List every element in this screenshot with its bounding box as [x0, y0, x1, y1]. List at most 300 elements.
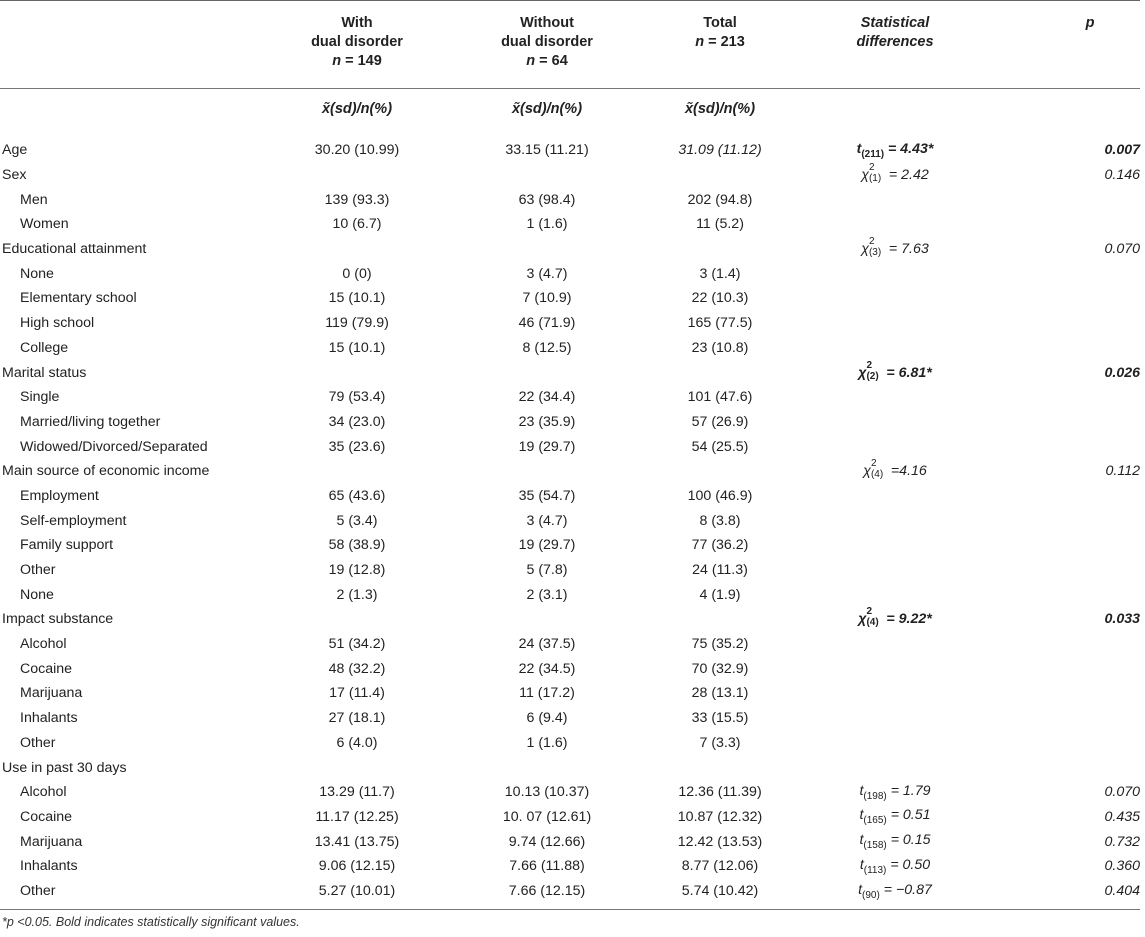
cell-p-value — [970, 286, 1140, 311]
stat-symbol: t — [858, 881, 863, 898]
spacer — [432, 582, 472, 607]
subheader-text: x̃(sd)/n(%) — [684, 101, 756, 117]
spacer — [622, 459, 645, 484]
cell-without-dual-disorder: 5 (7.8) — [526, 562, 568, 579]
table-row — [0, 755, 1140, 780]
spacer — [622, 434, 645, 459]
cell-total — [645, 607, 795, 632]
row-label: Main source of economic income — [2, 463, 210, 480]
row-label: None — [20, 265, 54, 282]
table-row — [0, 261, 1140, 286]
cell-total: 5.74 (10.42) — [681, 882, 759, 899]
cell-with-dual-disorder: 15 (10.1) — [328, 339, 386, 356]
cell-p-value: 0.070 — [1104, 241, 1140, 258]
header-n-line: n = 64 — [526, 53, 568, 69]
cell-p-value: 0.112 — [1105, 463, 1140, 480]
table-row — [0, 484, 1140, 509]
row-label: Inhalants — [20, 710, 78, 727]
spacer — [622, 261, 645, 286]
header-line: p — [1085, 15, 1095, 31]
cell-p-value — [970, 755, 1140, 780]
cell-p-value — [970, 187, 1140, 212]
cell-with-dual-disorder: 30.20 (10.99) — [314, 142, 400, 159]
header-line: Without — [520, 15, 574, 31]
cell-with-dual-disorder: 19 (12.8) — [328, 562, 386, 579]
cell-without-dual-disorder: 19 (29.7) — [518, 537, 576, 554]
cell-with-dual-disorder: 79 (53.4) — [328, 389, 386, 406]
cell-total: 8.77 (12.06) — [681, 858, 759, 875]
cell-with-dual-disorder: 11.17 (12.25) — [315, 808, 399, 825]
table-row — [0, 558, 1140, 583]
cell-total: 28 (13.1) — [691, 685, 749, 702]
cell-statistic — [820, 681, 970, 706]
cell-with-dual-disorder: 13.29 (11.7) — [319, 784, 395, 801]
cell-statistic — [820, 706, 970, 731]
cell-total: 8 (3.8) — [699, 512, 741, 529]
header-n-value: 149 — [357, 53, 382, 69]
spacer — [432, 237, 472, 262]
cell-statistic — [820, 459, 970, 484]
cell-with-dual-disorder: 48 (32.2) — [328, 660, 386, 677]
cell-with-dual-disorder: 65 (43.6) — [328, 487, 386, 504]
header-line: dual disorder — [501, 34, 593, 50]
stat-value: = 6.81* — [882, 364, 932, 381]
spacer — [432, 533, 472, 558]
cell-with-dual-disorder — [282, 360, 432, 385]
cell-statistic — [820, 385, 970, 410]
spacer — [622, 311, 645, 336]
spacer — [432, 854, 472, 879]
spacer — [622, 138, 645, 163]
spacer — [432, 360, 472, 385]
stat-value: =4.16 — [886, 463, 927, 480]
top-rule — [0, 0, 1140, 1]
stat-sup-sub — [871, 459, 887, 483]
table-row — [0, 656, 1140, 681]
cell-total: 24 (11.3) — [692, 562, 748, 579]
cell-without-dual-disorder: 22 (34.5) — [518, 660, 576, 677]
spacer — [432, 681, 472, 706]
table-row — [0, 360, 1140, 385]
cell-statistic — [820, 311, 970, 336]
stat-symbol: χ — [858, 611, 867, 628]
spacer — [622, 336, 645, 361]
spacer — [795, 632, 820, 657]
row-label: None — [20, 586, 54, 603]
cell-without-dual-disorder: 7.66 (12.15) — [508, 882, 586, 899]
cell-total: 22 (10.3) — [691, 290, 749, 307]
spacer — [795, 755, 820, 780]
stat-superscript: 2 — [866, 606, 872, 618]
spacer — [795, 212, 820, 237]
cell-total: 70 (32.9) — [691, 660, 749, 677]
stat-value: = 7.63 — [884, 240, 929, 257]
spacer — [622, 558, 645, 583]
cell-without-dual-disorder: 7.66 (11.88) — [509, 858, 585, 875]
cell-p-value — [970, 311, 1140, 336]
spacer — [622, 755, 645, 780]
row-label: Single — [20, 389, 60, 406]
cell-without-dual-disorder — [472, 755, 622, 780]
row-label: High school — [20, 315, 95, 332]
cell-total: 57 (26.9) — [691, 413, 749, 430]
spacer — [432, 434, 472, 459]
cell-without-dual-disorder: 2 (3.1) — [526, 586, 568, 603]
spacer — [432, 286, 472, 311]
spacer — [622, 484, 645, 509]
row-label: Marijuana — [20, 833, 83, 850]
cell-total: 100 (46.9) — [687, 487, 753, 504]
table-row — [0, 508, 1140, 533]
cell-p-value — [970, 212, 1140, 237]
table-row — [0, 879, 1140, 904]
cell-statistic — [820, 508, 970, 533]
spacer — [622, 854, 645, 879]
spacer — [432, 187, 472, 212]
stat-symbol: t — [859, 832, 864, 849]
cell-without-dual-disorder: 3 (4.7) — [526, 265, 568, 282]
subheader-col2 — [472, 101, 622, 117]
cell-total — [645, 459, 795, 484]
spacer — [622, 681, 645, 706]
spacer — [795, 385, 820, 410]
spacer — [432, 706, 472, 731]
spacer — [432, 879, 472, 904]
table-row — [0, 706, 1140, 731]
cell-p-value — [970, 336, 1140, 361]
spacer — [622, 286, 645, 311]
cell-statistic — [820, 854, 970, 879]
subheader-col1 — [282, 101, 432, 117]
row-label: Married/living together — [20, 413, 161, 430]
cell-total: 3 (1.4) — [699, 265, 741, 282]
cell-total: 31.09 (11.12) — [678, 142, 762, 159]
spacer — [795, 656, 820, 681]
spacer — [432, 829, 472, 854]
row-label: Other — [20, 882, 56, 899]
stat-subscript: (165) — [863, 815, 887, 827]
cell-with-dual-disorder — [282, 755, 432, 780]
cell-statistic — [820, 656, 970, 681]
stat-value: = 0.15 — [886, 832, 931, 849]
header-with-dual-disorder — [282, 14, 432, 71]
row-label: Sex — [2, 167, 27, 184]
cell-statistic — [820, 879, 970, 904]
cell-p-value: 0.732 — [1104, 833, 1140, 850]
stat-subscript: (90) — [862, 889, 880, 901]
cell-with-dual-disorder: 13.41 (13.75) — [314, 833, 400, 850]
cell-p-value: 0.404 — [1104, 882, 1140, 899]
row-label: Educational attainment — [2, 241, 147, 258]
table-row — [0, 311, 1140, 336]
cell-with-dual-disorder: 58 (38.9) — [328, 537, 386, 554]
header-rule — [0, 88, 1140, 89]
bottom-rule — [0, 909, 1140, 910]
spacer — [795, 533, 820, 558]
row-label: Age — [2, 142, 28, 159]
stat-symbol: t — [856, 140, 862, 157]
table-row — [0, 336, 1140, 361]
cell-statistic — [820, 336, 970, 361]
cell-without-dual-disorder: 6 (9.4) — [526, 710, 568, 727]
cell-without-dual-disorder: 46 (71.9) — [518, 315, 576, 332]
spacer — [622, 879, 645, 904]
stat-subscript: (2) — [866, 370, 879, 382]
stat-value: = −0.87 — [879, 881, 932, 898]
row-label: Impact substance — [2, 611, 114, 628]
data-table — [0, 138, 1140, 903]
spacer — [622, 508, 645, 533]
cell-total: 4 (1.9) — [699, 586, 741, 603]
cell-p-value — [970, 484, 1140, 509]
subheader-col3 — [645, 101, 795, 117]
cell-p-value — [970, 385, 1140, 410]
spacer — [432, 780, 472, 805]
table-row — [0, 829, 1140, 854]
spacer — [622, 410, 645, 435]
spacer — [622, 163, 645, 188]
cell-p-value — [970, 681, 1140, 706]
stat-value: = 2.42 — [884, 166, 929, 183]
cell-statistic — [820, 237, 970, 262]
cell-total: 10.87 (12.32) — [677, 808, 763, 825]
stat-symbol: χ — [861, 166, 869, 183]
spacer — [432, 410, 472, 435]
stat-symbol: χ — [863, 463, 871, 480]
spacer — [795, 163, 820, 188]
table-row — [0, 780, 1140, 805]
header-n-line: n = 149 — [332, 53, 382, 69]
cell-without-dual-disorder — [472, 459, 622, 484]
header-line: differences — [856, 34, 934, 50]
cell-with-dual-disorder: 6 (4.0) — [336, 734, 378, 751]
cell-total: 54 (25.5) — [691, 438, 749, 455]
row-label: Widowed/Divorced/Separated — [20, 438, 208, 455]
cell-with-dual-disorder: 35 (23.6) — [328, 438, 386, 455]
cell-statistic — [820, 607, 970, 632]
spacer — [622, 385, 645, 410]
spacer — [432, 632, 472, 657]
cell-with-dual-disorder — [282, 163, 432, 188]
cell-p-value — [970, 731, 1140, 756]
spacer — [795, 706, 820, 731]
row-label: Other — [20, 562, 56, 579]
spacer — [622, 780, 645, 805]
cell-statistic — [820, 755, 970, 780]
cell-with-dual-disorder: 0 (0) — [342, 265, 372, 282]
stat-superscript: 2 — [870, 458, 877, 470]
cell-statistic — [820, 780, 970, 805]
cell-p-value — [970, 582, 1140, 607]
cell-statistic — [820, 360, 970, 385]
spacer — [795, 237, 820, 262]
table-row — [0, 533, 1140, 558]
cell-without-dual-disorder — [472, 360, 622, 385]
table-row — [0, 212, 1140, 237]
cell-without-dual-disorder: 22 (34.4) — [518, 389, 576, 406]
cell-with-dual-disorder: 9.06 (12.15) — [318, 858, 396, 875]
header-p — [1060, 14, 1120, 33]
cell-p-value — [970, 508, 1140, 533]
cell-p-value: 0.007 — [1104, 142, 1140, 159]
cell-statistic — [820, 434, 970, 459]
stat-subscript: (4) — [866, 617, 879, 629]
spacer — [795, 879, 820, 904]
spacer — [622, 607, 645, 632]
spacer — [795, 459, 820, 484]
cell-without-dual-disorder: 8 (12.5) — [522, 339, 572, 356]
cell-with-dual-disorder: 139 (93.3) — [324, 191, 390, 208]
stat-subscript: (211) — [861, 148, 885, 160]
stat-superscript: 2 — [866, 359, 872, 371]
row-label: Self-employment — [20, 512, 127, 529]
cell-statistic — [820, 829, 970, 854]
cell-statistic — [820, 163, 970, 188]
cell-statistic — [820, 187, 970, 212]
row-label: Elementary school — [20, 290, 137, 307]
cell-with-dual-disorder: 5 (3.4) — [336, 512, 378, 529]
spacer — [622, 731, 645, 756]
table-row — [0, 854, 1140, 879]
cell-with-dual-disorder: 17 (11.4) — [329, 685, 385, 702]
cell-statistic — [820, 410, 970, 435]
row-label: Cocaine — [20, 808, 73, 825]
spacer — [432, 805, 472, 830]
header-statistical-differences — [820, 14, 970, 52]
row-label: College — [20, 339, 69, 356]
cell-p-value — [970, 261, 1140, 286]
subheader-text: x̃(sd)/n(%) — [321, 101, 393, 117]
spacer — [795, 780, 820, 805]
spacer — [622, 582, 645, 607]
spacer — [432, 508, 472, 533]
spacer — [795, 261, 820, 286]
spacer — [432, 138, 472, 163]
stat-symbol: χ — [861, 240, 869, 257]
header-n-value: 64 — [551, 53, 568, 69]
spacer — [795, 138, 820, 163]
spacer — [795, 508, 820, 533]
spacer — [622, 706, 645, 731]
row-label: Marital status — [2, 364, 87, 381]
stat-subscript: (198) — [863, 790, 887, 802]
row-label: Family support — [20, 537, 114, 554]
cell-without-dual-disorder: 10.13 (10.37) — [504, 784, 590, 801]
stat-sup-sub — [866, 361, 882, 385]
spacer — [622, 805, 645, 830]
cell-with-dual-disorder: 27 (18.1) — [328, 710, 386, 727]
spacer — [432, 755, 472, 780]
stat-subscript: (1) — [868, 173, 882, 185]
spacer — [795, 805, 820, 830]
cell-p-value: 0.026 — [1104, 364, 1140, 381]
stat-superscript: 2 — [868, 162, 875, 174]
header-total — [645, 14, 795, 52]
cell-without-dual-disorder: 23 (35.9) — [518, 413, 576, 430]
cell-p-value — [970, 434, 1140, 459]
cell-total — [645, 360, 795, 385]
spacer — [432, 385, 472, 410]
cell-without-dual-disorder: 11 (17.2) — [519, 685, 575, 702]
cell-statistic — [820, 138, 970, 163]
row-label: Alcohol — [20, 636, 67, 653]
table-row — [0, 459, 1140, 484]
row-label: Employment — [20, 487, 99, 504]
header-without-dual-disorder — [472, 14, 622, 71]
spacer — [432, 459, 472, 484]
cell-p-value — [970, 410, 1140, 435]
table-row — [0, 286, 1140, 311]
table-row — [0, 607, 1140, 632]
table-row — [0, 434, 1140, 459]
table-row — [0, 805, 1140, 830]
header-line: Total — [703, 15, 737, 31]
spacer — [432, 484, 472, 509]
cell-p-value — [970, 706, 1140, 731]
table-row — [0, 237, 1140, 262]
row-label: Other — [20, 734, 56, 751]
table-row — [0, 187, 1140, 212]
cell-statistic — [820, 533, 970, 558]
stat-superscript: 2 — [868, 236, 875, 248]
spacer — [432, 261, 472, 286]
cell-with-dual-disorder: 10 (6.7) — [332, 216, 382, 233]
spacer — [622, 533, 645, 558]
spacer — [795, 311, 820, 336]
stat-subscript: (158) — [863, 840, 887, 851]
cell-total — [645, 163, 795, 188]
spacer — [432, 311, 472, 336]
cell-without-dual-disorder: 7 (10.9) — [522, 290, 572, 307]
spacer — [795, 336, 820, 361]
cell-without-dual-disorder: 3 (4.7) — [526, 512, 568, 529]
spacer — [795, 434, 820, 459]
spacer — [432, 336, 472, 361]
cell-total: 12.36 (11.39) — [678, 784, 762, 801]
stat-subscript: (113) — [863, 864, 887, 876]
spacer — [432, 731, 472, 756]
header-line: dual disorder — [311, 34, 403, 50]
header-line: With — [341, 15, 373, 31]
cell-with-dual-disorder — [282, 459, 432, 484]
cell-p-value: 0.146 — [1104, 167, 1140, 184]
spacer — [432, 212, 472, 237]
cell-statistic — [820, 261, 970, 286]
stat-sup-sub — [866, 607, 882, 631]
cell-with-dual-disorder: 34 (23.0) — [328, 413, 386, 430]
table-row — [0, 138, 1140, 163]
row-label: Cocaine — [20, 660, 73, 677]
cell-total: 12.42 (13.53) — [677, 833, 763, 850]
spacer — [795, 829, 820, 854]
stat-sup-sub — [869, 237, 885, 261]
spacer — [795, 582, 820, 607]
cell-p-value: 0.070 — [1104, 784, 1140, 801]
cell-p-value: 0.360 — [1104, 858, 1140, 875]
cell-with-dual-disorder — [282, 237, 432, 262]
table-row — [0, 632, 1140, 657]
cell-statistic — [820, 805, 970, 830]
row-label: Alcohol — [20, 784, 67, 801]
cell-p-value — [970, 632, 1140, 657]
table-row — [0, 681, 1140, 706]
spacer — [795, 681, 820, 706]
cell-with-dual-disorder: 5.27 (10.01) — [318, 882, 396, 899]
cell-with-dual-disorder: 2 (1.3) — [336, 586, 378, 603]
stat-value: = 1.79 — [886, 782, 931, 799]
stat-symbol: t — [859, 856, 864, 873]
cell-without-dual-disorder — [472, 607, 622, 632]
